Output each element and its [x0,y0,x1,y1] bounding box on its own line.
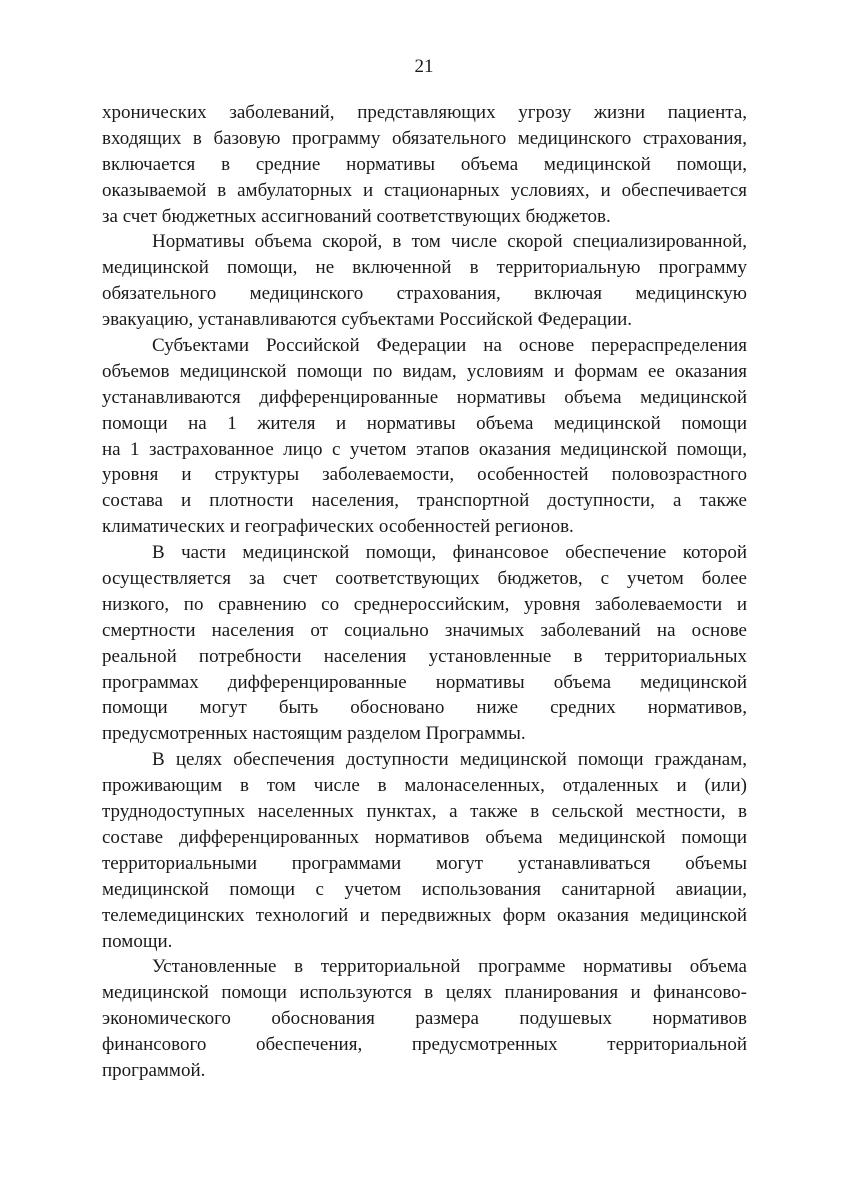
paragraph-6 [102,954,747,1083]
text-line: труднодоступных населенных пунктах, а также в сельской местности, в [102,801,747,823]
text-line: В целях обеспечения доступности медицинской помощи гражданам, [152,749,747,771]
text-line: уровня и структуры заболеваемости, особенностей половозрастного [102,464,747,486]
paragraph-3 [102,333,747,540]
text-line: проживающим в том числе в малонаселенных, отдаленных и (или) [102,775,747,797]
text-line: устанавливаются дифференцированные нормативы объема медицинской [102,386,747,408]
text-line: программах дифференцированные нормативы объема медицинской [102,671,747,693]
paragraph-5 [102,747,747,954]
text-line: составе дифференцированных нормативов объема медицинской помощи [102,826,747,848]
text-line: хронических заболеваний, представляющих угрозу жизни пациента, [102,102,747,123]
text-line: оказываемой в амбулаторных и стационарных условиях, и обеспечивается [102,179,747,201]
text-line: программой. [102,1059,206,1081]
paragraph-4 [102,540,747,747]
text-line: объемов медицинской помощи по видам, условиям и формам ее оказания [102,360,747,382]
text-line: финансового обеспечения, предусмотренных территориальной [102,1034,747,1056]
paragraph-1 [102,100,747,229]
text-line: территориальными программами могут устанавливаться объемы [102,852,747,874]
text-line: телемедицинских технологий и передвижных форм оказания медицинской [102,904,747,926]
text-line: предусмотренных настоящим разделом Программы. [102,723,526,745]
text-line: помощи могут быть обосновано ниже средних нормативов, [102,697,747,719]
text-line: помощи на 1 жителя и нормативы объема медицинской помощи [102,412,747,434]
text-line: медицинской помощи используются в целях планирования и финансово- [102,982,747,1004]
page-number: 21 [414,56,434,77]
text-line: В части медицинской помощи, финансовое обеспечение которой [152,542,747,564]
document-body [102,100,747,1084]
text-line: смертности населения от социально значимых заболеваний на основе [102,619,747,641]
text-line: на 1 застрахованное лицо с учетом этапов оказания медицинской помощи, [102,438,747,460]
paragraph-2 [102,229,747,333]
text-line: осуществляется за счет соответствующих бюджетов, с учетом более [102,568,747,590]
text-line: обязательного медицинского страхования, включая медицинскую [102,283,747,305]
text-line: включается в средние нормативы объема медицинской помощи, [102,153,747,175]
text-line: помощи. [102,930,173,952]
text-line: входящих в базовую программу обязательного медицинского страхования, [102,127,747,149]
text-line: медицинской помощи, не включенной в территориальную программу [102,257,747,279]
text-line: состава и плотности населения, транспортной доступности, а также [102,490,747,512]
text-line: медицинской помощи с учетом использования санитарной авиации, [102,878,747,900]
text-line: климатических и географических особенностей регионов. [102,516,574,538]
text-line: эвакуацию, устанавливаются субъектами Российской Федерации. [102,309,633,331]
text-line: низкого, по сравнению со среднероссийским, уровня заболеваемости и [102,593,747,615]
text-line: реальной потребности населения установленные в территориальных [102,645,747,667]
text-line: за счет бюджетных ассигнований соответствующих бюджетов. [102,205,611,227]
text-line: Субъектами Российской Федерации на основе перераспределения [152,335,747,357]
text-line: Установленные в территориальной программе нормативы объема [152,956,747,978]
text-line: экономического обоснования размера подушевых нормативов [102,1008,747,1030]
text-line: Нормативы объема скорой, в том числе скорой специализированной, [152,231,747,253]
